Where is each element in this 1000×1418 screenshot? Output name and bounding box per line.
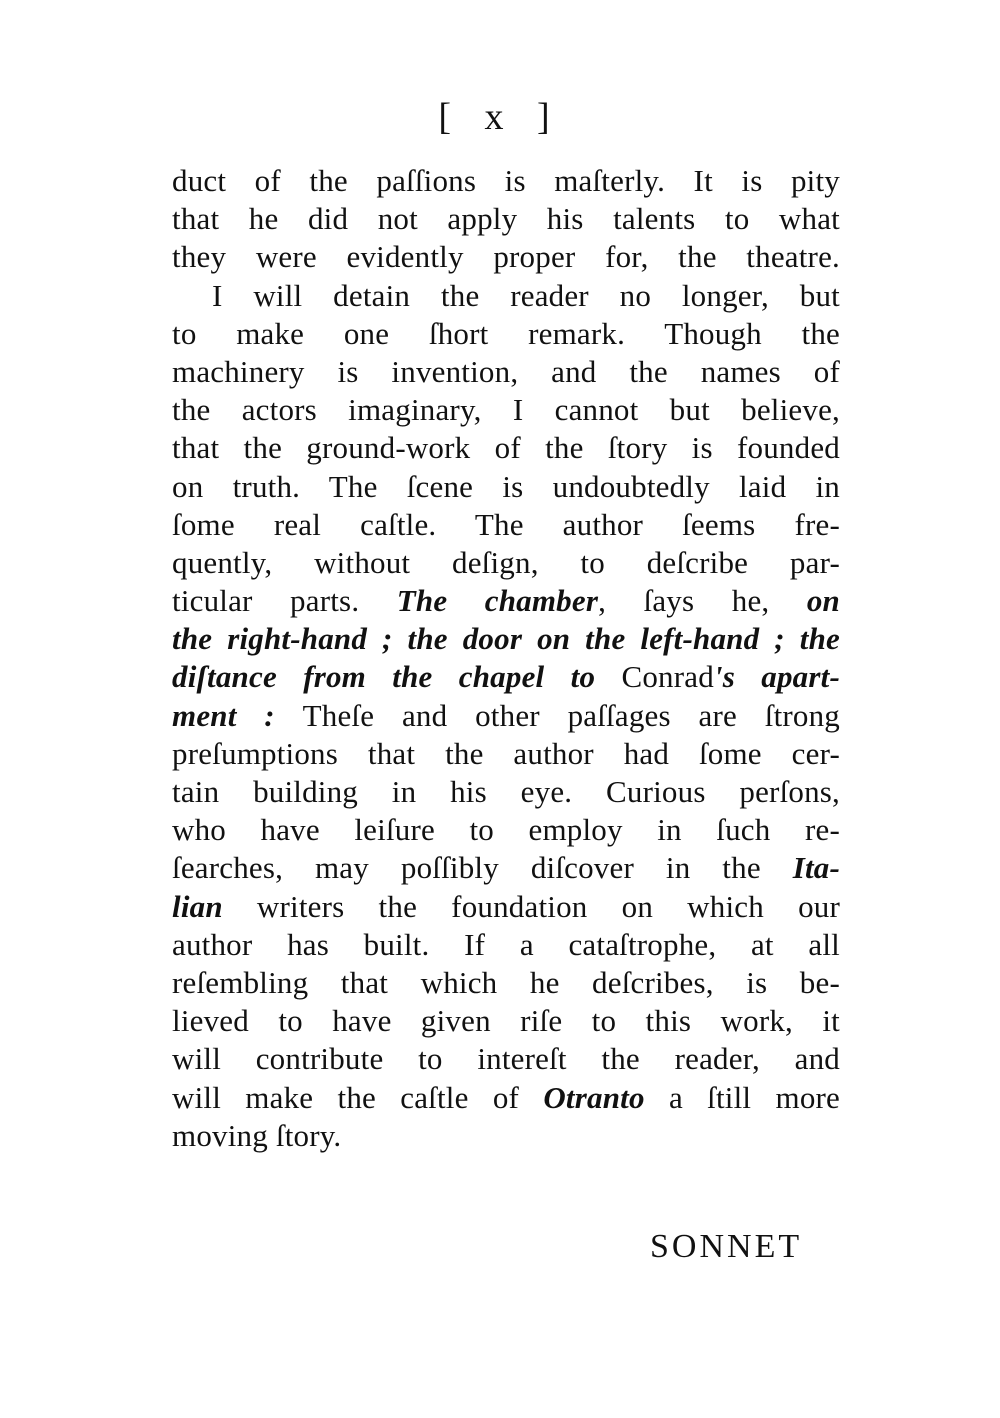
text-segment: , ſays he, [598, 583, 807, 619]
text-segment: they were evidently proper for, the theatre. [172, 239, 840, 275]
text-segment: tain building in his eye. Curious perſons, [172, 774, 840, 809]
text-segment: a ſtill more [644, 1079, 841, 1115]
italic-segment: 's apart- [713, 659, 840, 695]
page-number: [ x ] [438, 96, 562, 138]
text-line [172, 926, 840, 964]
text-line [172, 888, 840, 926]
text-line [172, 582, 840, 620]
text-line [172, 1040, 840, 1078]
text-segment: writers the foundation on which our [222, 888, 840, 924]
text-segment: duct of the paſſions is maſterly. It is pity [172, 163, 840, 198]
text-line [172, 620, 840, 658]
italic-segment: lian [172, 888, 223, 924]
text-line [172, 277, 840, 315]
text-line [172, 1002, 840, 1040]
text-segment: Theſe and other paſſages are ſtrong [302, 697, 841, 733]
text-line [172, 238, 840, 276]
text-line [172, 429, 840, 467]
text-segment: quently, without deſign, to deſcribe par- [172, 544, 840, 580]
text-segment: ſome real caſtle. The author ſeems fre- [172, 506, 840, 542]
italic-segment: Otranto [543, 1079, 645, 1115]
italic-segment: The chamber [396, 583, 599, 619]
text-line [172, 1079, 840, 1117]
text-segment: to make one ſhort remark. Though the [172, 315, 840, 351]
text-segment: I will detain the reader no longer, but [212, 277, 840, 313]
text-segment: Conrad [621, 659, 714, 695]
text-line [172, 735, 840, 773]
text-segment: will make the caſtle of [172, 1079, 544, 1115]
text-segment: who have leiſure to employ in ſuch re- [172, 812, 840, 848]
text-segment: will contribute to intereſt the reader, and [172, 1041, 840, 1077]
text-line [172, 468, 840, 506]
italic-segment: the right-hand ; the door on the left-hand ; the [172, 621, 840, 657]
text-line [172, 773, 840, 811]
text-line [172, 658, 840, 696]
italic-segment: Ita- [792, 850, 840, 886]
text-segment: that the ground-work of the ſtory is founded [172, 430, 840, 466]
text-line [172, 1117, 840, 1155]
text-segment: the actors imaginary, I cannot but believe, [172, 392, 840, 428]
text-segment: lieved to have given riſe to this work, it [172, 1003, 840, 1039]
text-segment: that he did not apply his talents to what [172, 201, 840, 237]
text-line [172, 200, 840, 238]
text-segment: moving ſtory. [172, 1117, 342, 1153]
italic-segment: diſtance from the chapel to [172, 659, 622, 695]
text-segment: ticular parts. [172, 583, 397, 619]
text-line [172, 506, 840, 544]
text-line [172, 811, 840, 849]
italic-segment: ment : [172, 697, 303, 733]
text-line [172, 849, 840, 887]
text-segment: preſumptions that the author had ſome cer- [172, 735, 840, 771]
text-line [172, 544, 840, 582]
italic-segment: on [806, 583, 840, 619]
text-segment: on truth. The ſcene is undoubtedly laid in [172, 468, 840, 504]
text-line [172, 162, 840, 200]
text-segment: machinery is invention, and the names of [172, 353, 840, 389]
text-segment: reſembling that which he deſcribes, is be- [172, 964, 840, 1000]
catchword: SONNET [650, 1228, 803, 1265]
text-line [172, 391, 840, 429]
text-line [172, 353, 840, 391]
text-segment: author has built. If a cataſtrophe, at all [172, 926, 840, 962]
text-line [172, 697, 840, 735]
text-line [172, 964, 840, 1002]
text-segment: ſearches, may poſſibly diſcover in the [172, 850, 793, 886]
body-text [172, 162, 840, 1155]
text-line [172, 315, 840, 353]
